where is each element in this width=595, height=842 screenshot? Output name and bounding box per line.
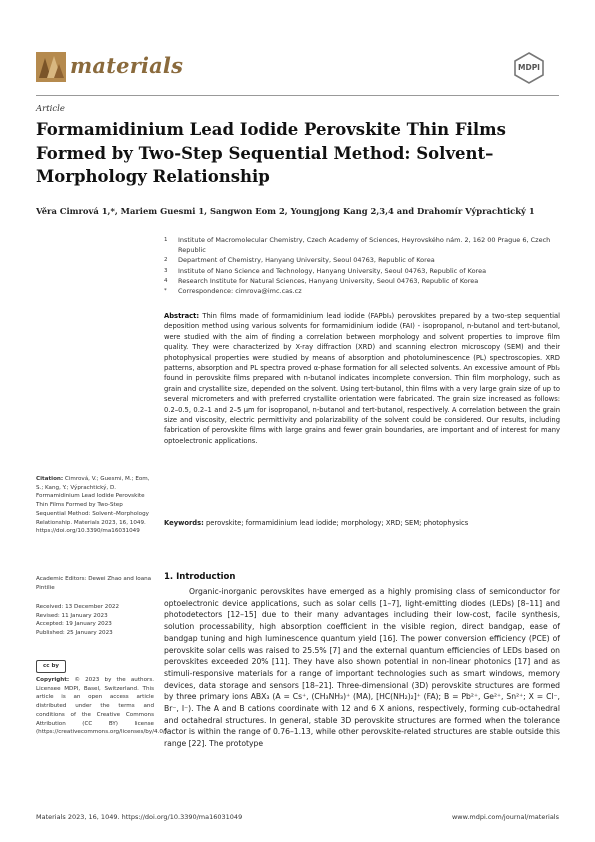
citation-block: Citation: Cimrová, V.; Guesmi, M.; Eom, S.; Kang, Y.; Výprachtický, D. Formamidinium Lead Iodide Perovskite Thin Films Formed by Two-Step Sequential Method: Solvent–Morphology Relationship. Materials 2023, 16, 1049. https://doi.org/10.3390/ma16031049 (36, 476, 150, 535)
keywords-label: Keywords: (164, 519, 204, 527)
academic-editors: Academic Editors: Dewei Zhao and Ioana Pintilie (36, 576, 152, 591)
keywords (164, 519, 560, 527)
journal-name: materials (70, 53, 184, 78)
section-heading-introduction: 1. Introduction (164, 572, 236, 582)
affiliation-item: 3 Institute of Nano Science and Technology, Hanyang University, Seoul 04763, Republic of Korea (164, 266, 487, 275)
introduction-text: Organic-inorganic perovskites have emerged as a highly promising class of semiconductor for optoelectronic device applications, such as solar cells [1–7], light-emitting diodes (LEDs) [8–11] and photodetectors [12–15] due to their many advantages including their low-cost, facile synthesis, solution processability, high absorption coefficient in the visible region, direct bandgap, ease of bandgap tuning and high luminescence quantum yield [16]. The power conversion efficiency (PCE) of perovskite solar cells was raised to 25.5% [7] and the external quantum efficiencies of LEDs based on perovskites exceeded 20% [11]. They have also shown potential in non-linear photonics [17] and as stimuli-responsive materials for a range of important technologies such as smart windows, memory devices, data storage and sensors [18–21]. Three-dimensional (3D) perovskite structures are formed by three primary ions ABX₃ (A = Cs⁺, (CH₃NH₃)⁺ (MA), [HC(NH₂)₂]⁺ (FA); B = Pb²⁺, Ge²⁺, Sn²⁺; X = Cl⁻, Br⁻, I⁻). The A and B cations coordinate with 12 and 6 X anions, respectively, forming cub-octahedral and octahedral structures. In general, stable 3D perovskite structures are formed when the tolerance factor is within the range of 0.76–1.13, while other perovskite-related structures are stable outside this range [22]. The prototype (164, 587, 560, 749)
cc-by-badge-icon[interactable]: cc by (36, 660, 66, 673)
accepted-date: Accepted: 19 January 2023 (36, 621, 112, 628)
correspondence: * Correspondence: cimrova@imc.cas.cz (164, 287, 302, 296)
abstract (164, 311, 560, 446)
received-date: Received: 13 December 2022 (36, 604, 120, 610)
article-type: Article (36, 104, 65, 114)
abstract-text: Thin films made of formamidinium lead iodide (FAPbI₃) perovskites prepared by a two-step sequential deposition method using various solvents for formamidinium iodide (FAI) - isopropanol, n-butanol and tert-butanol, were studied with the aim of finding a correlation between morphology and solvent properties to improve film quality. They were characterized by X-ray diffraction (XRD) and scanning electron microscopy (SEM) and their photophysical properties were studied by means of absorption and photoluminescence (PL) spectroscopies. XRD patterns, absorption and PL spectra proved α-phase formation for all selected solvents. An excessive amount of PbI₂ found in perovskite films prepared with n-butanol indicates incomplete conversion. Thin film morphology, such as grain and crystallite size, depended on the solvent. Using tert-butanol, thin films with a very large grain size of up to several micrometers and with preferred crystallite orientation were fabricated. The grain size increased as follows: 0.2–0.5, 0.2–1 and 2–5 µm for isopropanol, n-butanol and tert-butanol, respectively. A correlation between the grain size and viscosity, electric permittivity and polarizability of the solvent could be considered. Our results, including fabrication of perovskite films with large grains and fewer grain boundaries, are important and of interest for many optoelectronic applications. (164, 312, 560, 445)
affiliations (164, 235, 564, 296)
revised-date: Revised: 11 January 2023 (36, 612, 108, 619)
citation-text[interactable]: Cimrová, V.; Guesmi, M.; Eom, S.; Kang, Y.; Výprachtický, D. Formamidinium Lead Iodide Perovskite Thin Films Formed by Two-Step Sequential Method: Solvent–Morphology Relationship. Materials 2023, 16, 1049. https://doi.org/10.3390/ma16031049 (36, 476, 150, 535)
license-block: cc by Copyright: © 2023 by the authors. Licensee MDPI, Basel, Switzerland. This article is an open access article distributed under the terms and conditions of the Creative Commons Attribution (CC BY) license (https://creativecommons.org/licenses/by/4.0/). (36, 658, 154, 737)
abstract-label: Abstract: (164, 312, 200, 320)
publisher-name: MDPI (518, 63, 540, 72)
affiliation-item: 1 Institute of Macromolecular Chemistry, Czech Academy of Sciences, Heyrovského nám. 2, 162 00 Prague 6, Czech Republic (164, 236, 551, 255)
keywords-text: perovskite; formamidinium lead iodide; morphology; XRD; SEM; photophysics (206, 519, 469, 527)
article-title: Formamidinium Lead Iodide Perovskite Thin Films Formed by Two-Step Sequential Method: Solvent–Morphology Relationship (36, 120, 506, 186)
affiliation-item: 4 Research Institute for Natural Sciences, Hanyang University, Seoul 04763, Republic of Korea (164, 276, 479, 285)
copyright-text: © 2023 by the authors. Licensee MDPI, Basel, Switzerland. This article is an open access article distributed under the terms and conditions of the Creative Commons Attribution (CC BY) license (https://creativecommons.org/licenses/by/4.0/). (36, 677, 169, 736)
affiliation-item: 2 Department of Chemistry, Hanyang University, Seoul 04763, Republic of Korea (164, 256, 435, 265)
footer-journal-url[interactable]: www.mdpi.com/journal/materials (451, 813, 559, 821)
footer-citation[interactable]: Materials 2023, 16, 1049. https://doi.org/10.3390/ma16031049 (36, 813, 243, 821)
author-list: Věra Cimrová 1,*, Mariem Guesmi 1, Sangwon Eom 2, Youngjong Kang 2,3,4 and Drahomír Výprachtický 1 (36, 206, 535, 216)
materials-logo-icon (36, 52, 66, 82)
published-date: Published: 25 January 2023 (36, 630, 113, 637)
header-divider (36, 95, 559, 96)
article-dates (36, 603, 154, 638)
